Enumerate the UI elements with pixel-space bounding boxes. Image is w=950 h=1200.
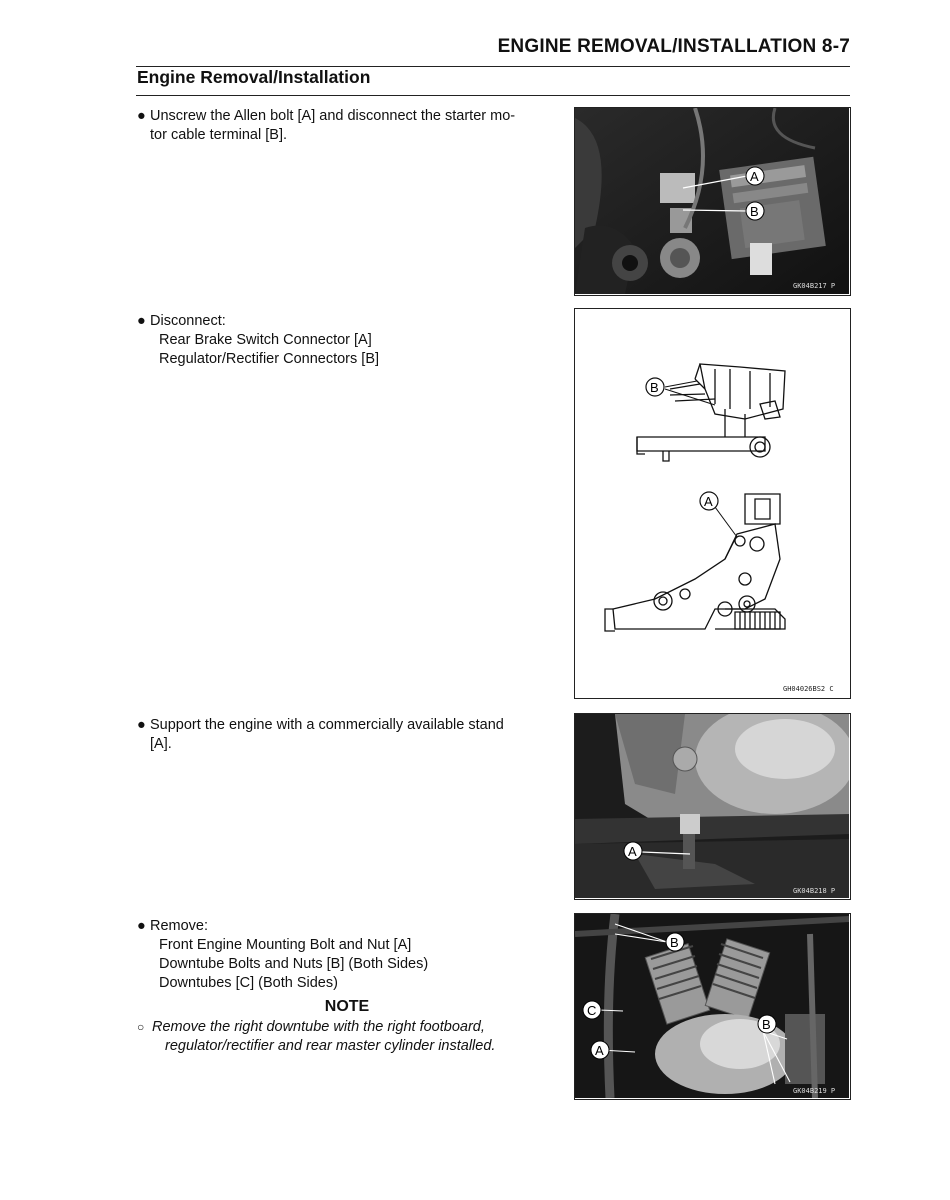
step-3-line2: [A].: [150, 736, 172, 752]
step-1-line2: tor cable terminal [B].: [150, 127, 287, 143]
starter-cable-photo: [575, 108, 849, 294]
section-heading: Engine Removal/Installation: [137, 67, 371, 87]
step-3-line1: Support the engine with a commercially available stand: [150, 717, 504, 733]
bullet-icon: ●: [137, 108, 146, 124]
fig3-code: GK04B218 P: [793, 887, 836, 895]
fig3-label-a: A: [628, 844, 637, 859]
step-2-item-2: Regulator/Rectifier Connectors [B]: [159, 351, 380, 367]
fig4-code: GK04B219 P: [793, 1087, 836, 1095]
bullet-icon: ●: [137, 313, 146, 329]
section-title: [136, 67, 850, 96]
engine-stand-photo: [575, 714, 849, 898]
bullet-icon: ●: [137, 717, 146, 733]
step-4-item-1: Front Engine Mounting Bolt and Nut [A]: [159, 937, 412, 953]
step-2-text: [137, 312, 557, 369]
step-3-text: [137, 716, 557, 754]
step-4-line: [137, 917, 567, 936]
note-heading: NOTE: [324, 998, 370, 1015]
fig1-label-a: A: [750, 169, 759, 184]
note-text-1: Remove the right downtube with the right footboard,: [152, 1019, 485, 1035]
fig4-label-a: A: [595, 1043, 604, 1058]
step-4-text: [137, 917, 567, 1056]
step-2-line1: Disconnect:: [150, 313, 226, 329]
step-2-item-1: Rear Brake Switch Connector [A]: [159, 332, 372, 348]
step-2-line: [137, 312, 557, 331]
fig2-code: GH04026BS2 C: [783, 685, 834, 693]
fig1-label-b: B: [750, 204, 759, 219]
page-title: ENGINE REMOVAL/INSTALLATION 8-7: [497, 36, 850, 57]
page-header: [136, 36, 850, 67]
note-line-2: regulator/rectifier and rear master cylinder installed.: [165, 1038, 496, 1054]
fig4-label-c: C: [587, 1003, 597, 1018]
step-1-line1: Unscrew the Allen bolt [A] and disconnect the starter mo-: [150, 108, 516, 124]
fig2-label-b: B: [650, 380, 659, 395]
step-1-text: [137, 107, 557, 145]
step-1-line: [137, 107, 557, 126]
downtubes-photo: [575, 914, 849, 1098]
fig4-label-b-top: B: [670, 935, 679, 950]
fig4-label-b-right: B: [762, 1017, 771, 1032]
connectors-line-drawing: [575, 309, 849, 697]
step-3-line: [137, 716, 557, 735]
step-4-item-3: Downtubes [C] (Both Sides): [159, 975, 338, 991]
step-4-line1: Remove:: [150, 918, 209, 934]
figure-connectors-diagram: [574, 308, 851, 699]
fig2-label-a: A: [704, 494, 713, 509]
figure-engine-stand-photo: [574, 713, 851, 900]
fig1-code: GK04B217 P: [793, 282, 836, 290]
step-4-item-2: Downtube Bolts and Nuts [B] (Both Sides): [159, 956, 429, 972]
bullet-icon: ●: [137, 918, 146, 934]
figure-starter-cable-photo: [574, 107, 851, 296]
figure-downtubes-photo: [574, 913, 851, 1100]
note-line-1: [137, 1018, 557, 1037]
note-circle-icon: ○: [137, 1020, 145, 1034]
